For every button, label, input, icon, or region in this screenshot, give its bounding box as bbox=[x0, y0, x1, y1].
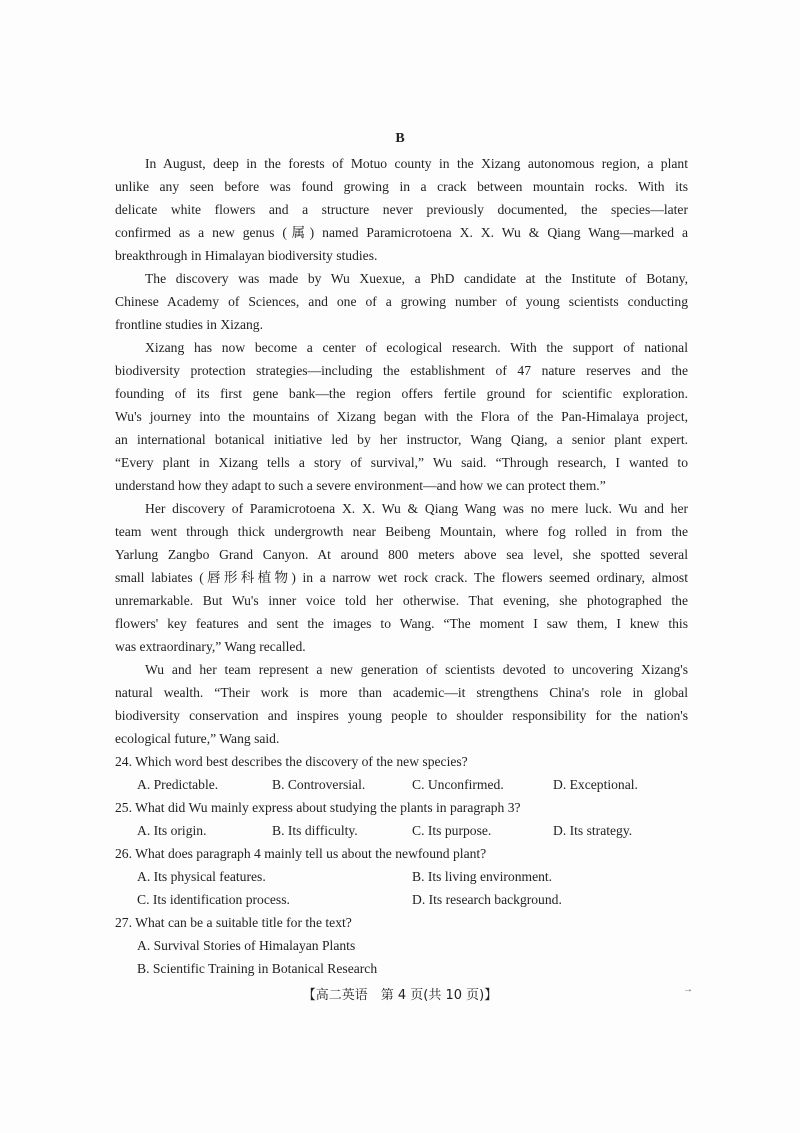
paragraph-line: unremarkable. But Wu's inner voice told her otherwise. That evening, she photographed the bbox=[115, 593, 688, 608]
passage-body bbox=[115, 152, 688, 980]
paragraph-line: The discovery was made by Wu Xuexue, a PhD candidate at the Institute of Botany, bbox=[145, 271, 688, 286]
answer-option: D. Its strategy. bbox=[553, 823, 633, 838]
corner-mark: → bbox=[683, 984, 693, 995]
paragraph-line: breakthrough in Himalayan biodiversity studies. bbox=[115, 248, 378, 263]
options-row bbox=[115, 957, 688, 980]
answer-option: D. Exceptional. bbox=[553, 777, 638, 792]
question-stem: 27. What can be a suitable title for the text? bbox=[115, 915, 352, 930]
paragraph-line: flowers' key features and sent the images to Wang. “The moment I saw them, I knew this bbox=[115, 616, 688, 631]
answer-option: C. Its identification process. bbox=[137, 892, 290, 907]
question bbox=[115, 911, 688, 980]
paragraph-line: team went through thick undergrowth near Beibeng Mountain, where fog rolled in from the bbox=[115, 524, 688, 539]
paragraph-line: Wu and her team represent a new generation of scientists devoted to uncovering Xizang's bbox=[145, 662, 688, 677]
answer-option: C. Unconfirmed. bbox=[412, 777, 504, 792]
answer-option: A. Its origin. bbox=[137, 823, 207, 838]
paragraph-line: Xizang has now become a center of ecological research. With the support of national bbox=[145, 340, 688, 355]
options-row bbox=[115, 934, 688, 957]
paragraph-line: Chinese Academy of Sciences, and one of a growing number of young scientists conducting bbox=[115, 294, 688, 309]
answer-option: A. Survival Stories of Himalayan Plants bbox=[137, 938, 356, 953]
question-stem: 25. What did Wu mainly express about studying the plants in paragraph 3? bbox=[115, 800, 521, 815]
paragraph-line: biodiversity protection strategies—including the establishment of 47 nature reserves and the bbox=[115, 363, 688, 378]
options-row bbox=[115, 773, 688, 796]
paragraph-line: Yarlung Zangbo Grand Canyon. At around 800 meters above sea level, she spotted several bbox=[115, 547, 688, 562]
paragraph-line: “Every plant in Xizang tells a story of survival,” Wu said. “Through research, I wanted to bbox=[115, 455, 688, 470]
paragraph-line: biodiversity conservation and inspires young people to shoulder responsibility for the nation's bbox=[115, 708, 688, 723]
answer-option: B. Scientific Training in Botanical Research bbox=[137, 961, 378, 976]
paragraph-line: an international botanical initiative led by her instructor, Wang Qiang, a senior plant expert. bbox=[115, 432, 688, 447]
answer-option: A. Its physical features. bbox=[137, 869, 266, 884]
question bbox=[115, 750, 688, 796]
paragraph-line: ecological future,” Wang said. bbox=[115, 731, 280, 746]
paragraph-line: unlike any seen before was found growing in a crack between mountain rocks. With its bbox=[115, 179, 688, 194]
paragraph-line: natural wealth. “Their work is more than academic—it strengthens China's role in global bbox=[115, 685, 688, 700]
answer-option: D. Its research background. bbox=[412, 892, 562, 907]
paragraph-line: founding of its first gene bank—the region offers fertile ground for scientific exploration. bbox=[115, 386, 688, 401]
answer-option: B. Controversial. bbox=[272, 777, 366, 792]
paragraph-line: understand how they adapt to such a severe environment—and how we can protect them.” bbox=[115, 478, 606, 493]
paragraph-line: small labiates (唇形科植物) in a narrow wet rock crack. The flowers seemed ordinary, almost bbox=[115, 570, 688, 585]
paragraph bbox=[115, 497, 688, 658]
question bbox=[115, 842, 688, 911]
answer-option: A. Predictable. bbox=[137, 777, 219, 792]
paragraph-line: In August, deep in the forests of Motuo county in the Xizang autonomous region, a plant bbox=[145, 156, 688, 171]
paragraph-line: frontline studies in Xizang. bbox=[115, 317, 263, 332]
answer-option: C. Its purpose. bbox=[412, 823, 492, 838]
page-footer: 【高二英语 第 4 页(共 10 页)】 bbox=[302, 988, 498, 1003]
options-row bbox=[115, 865, 688, 888]
options-row bbox=[115, 888, 688, 911]
paragraph-line: Wu's journey into the mountains of Xizang began with the Flora of the Pan-Himalaya project, bbox=[115, 409, 688, 424]
paragraph-line: Her discovery of Paramicrotoena X. X. Wu & Qiang Wang was no mere luck. Wu and her bbox=[145, 501, 688, 516]
answer-option: B. Its living environment. bbox=[412, 869, 553, 884]
answer-option: B. Its difficulty. bbox=[272, 823, 358, 838]
paragraph bbox=[115, 658, 688, 750]
paragraph bbox=[115, 152, 688, 267]
paragraph-line: was extraordinary,” Wang recalled. bbox=[115, 639, 306, 654]
paragraph-line: confirmed as a new genus (属) named Paramicrotoena X. X. Wu & Qiang Wang—marked a bbox=[115, 225, 688, 240]
section-heading: B bbox=[395, 131, 405, 146]
question-stem: 26. What does paragraph 4 mainly tell us about the newfound plant? bbox=[115, 846, 487, 861]
paragraph-line: delicate white flowers and a structure never previously documented, the species—later bbox=[115, 202, 688, 217]
paragraph bbox=[115, 336, 688, 497]
question-stem: 24. Which word best describes the discovery of the new species? bbox=[115, 754, 468, 769]
paragraph bbox=[115, 267, 688, 336]
options-row bbox=[115, 819, 688, 842]
question bbox=[115, 796, 688, 842]
